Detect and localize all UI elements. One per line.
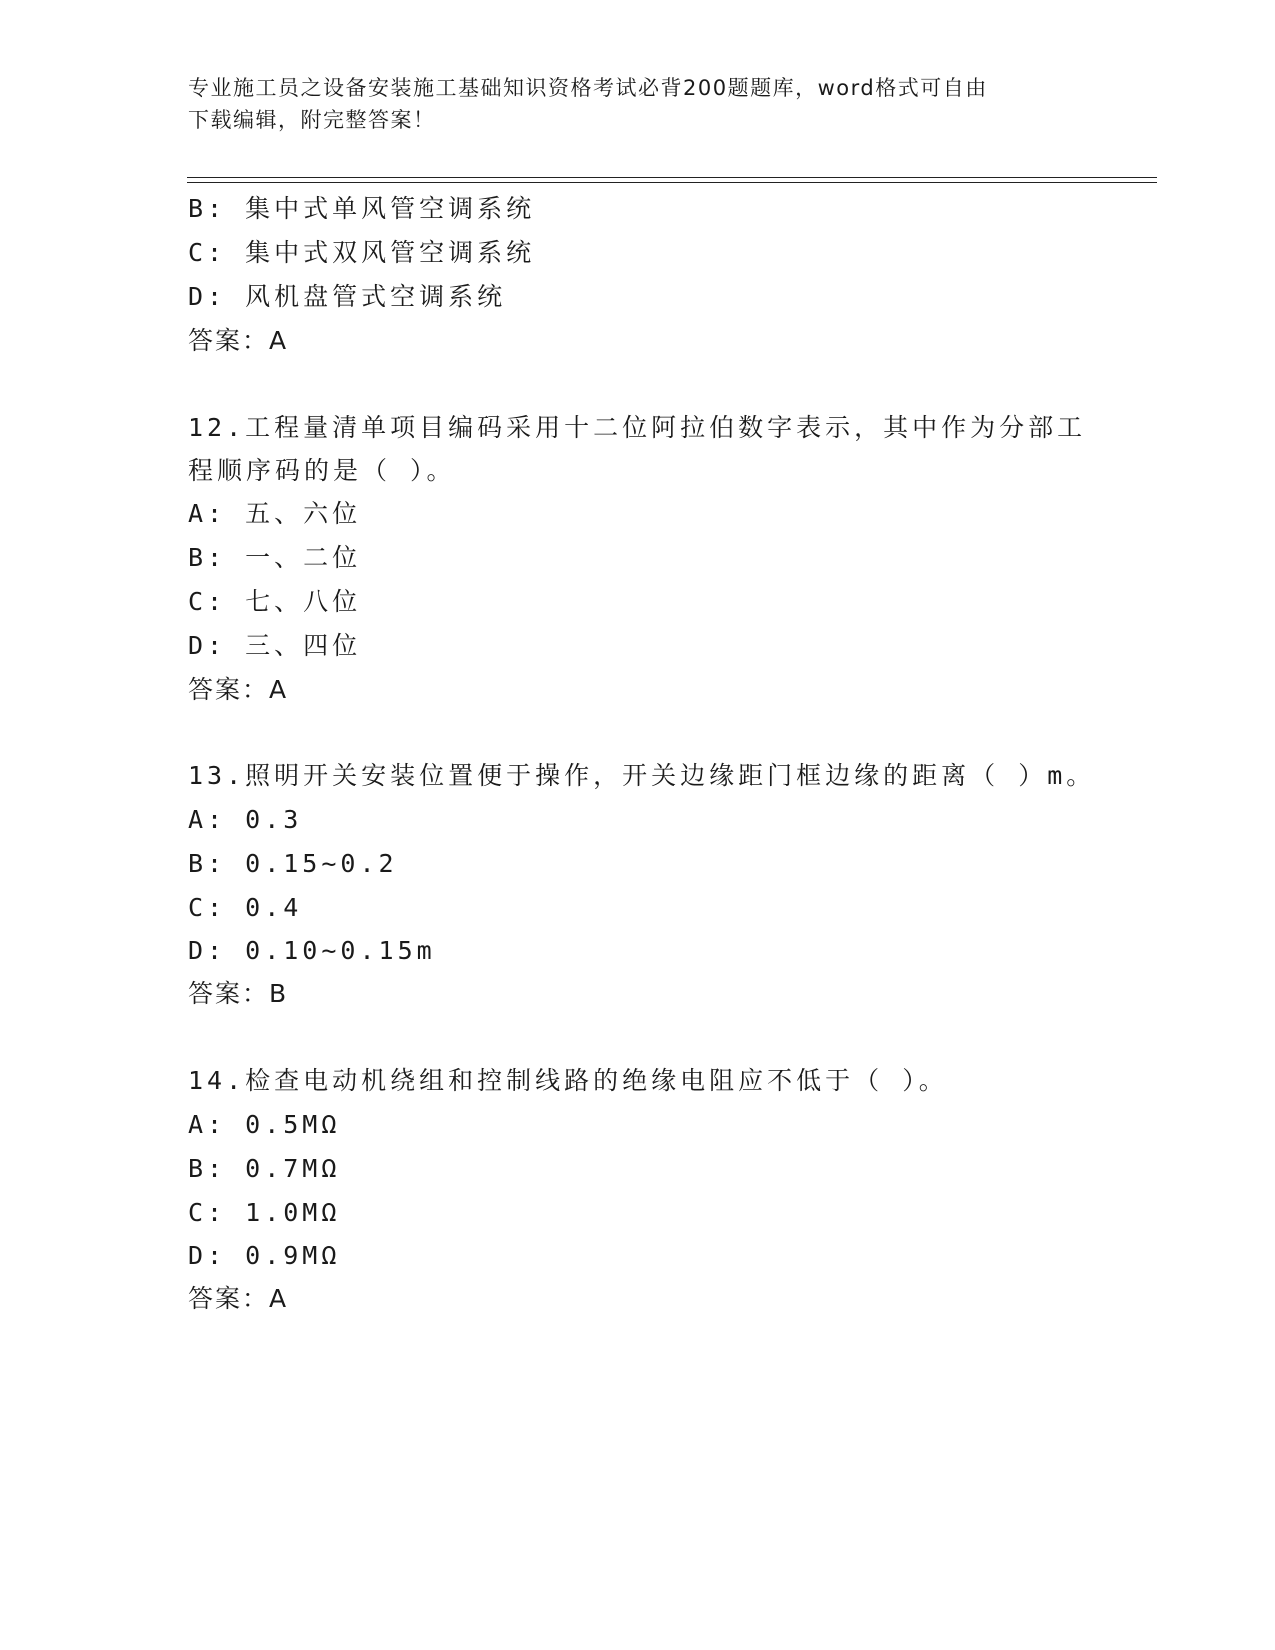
q11-answer: 答案：A (188, 326, 289, 355)
q14-stem: 14.检查电动机绕组和控制线路的绝缘电阻应不低于（ ）。 (188, 1066, 948, 1095)
q14-answer: 答案：A (188, 1284, 289, 1313)
q13-option-a: A: 0.3 (188, 805, 303, 834)
q12-stem-line-1: 12.工程量清单项目编码采用十二位阿拉伯数字表示，其中作为分部工 (188, 413, 1087, 442)
q14-option-d: D: 0.9MΩ (188, 1241, 341, 1270)
q11-option-b: B: 集中式单风管空调系统 (188, 194, 536, 223)
q13-answer: 答案：B (188, 979, 289, 1008)
q14-option-a: A: 0.5MΩ (188, 1110, 341, 1139)
q13-option-c: C: 0.4 (188, 893, 303, 922)
q12-option-b: B: 一、二位 (188, 543, 362, 572)
q11-option-c: C: 集中式双风管空调系统 (188, 238, 536, 267)
q13-stem: 13.照明开关安装位置便于操作，开关边缘距门框边缘的距离（ ）m。 (188, 761, 1096, 790)
q14-option-c: C: 1.0MΩ (188, 1198, 341, 1227)
q11-option-d: D: 风机盘管式空调系统 (188, 282, 507, 311)
q13-option-b: B: 0.15~0.2 (188, 849, 398, 878)
q12-option-d: D: 三、四位 (188, 631, 362, 660)
header-line-1: 专业施工员之设备安装施工基础知识资格考试必背200题题库，word格式可自由 (188, 76, 988, 100)
q12-answer: 答案：A (188, 675, 289, 704)
q12-option-c: C: 七、八位 (188, 587, 362, 616)
q12-option-a: A: 五、六位 (188, 499, 362, 528)
header-divider-top (187, 177, 1157, 178)
q12-stem-line-2: 程顺序码的是（ ）。 (188, 456, 456, 485)
q13-option-d: D: 0.10~0.15m (188, 936, 436, 965)
document-header (188, 72, 1068, 136)
header-line-2: 下载编辑，附完整答案！ (188, 108, 436, 132)
header-divider-bottom (187, 182, 1157, 183)
q14-option-b: B: 0.7MΩ (188, 1154, 341, 1183)
